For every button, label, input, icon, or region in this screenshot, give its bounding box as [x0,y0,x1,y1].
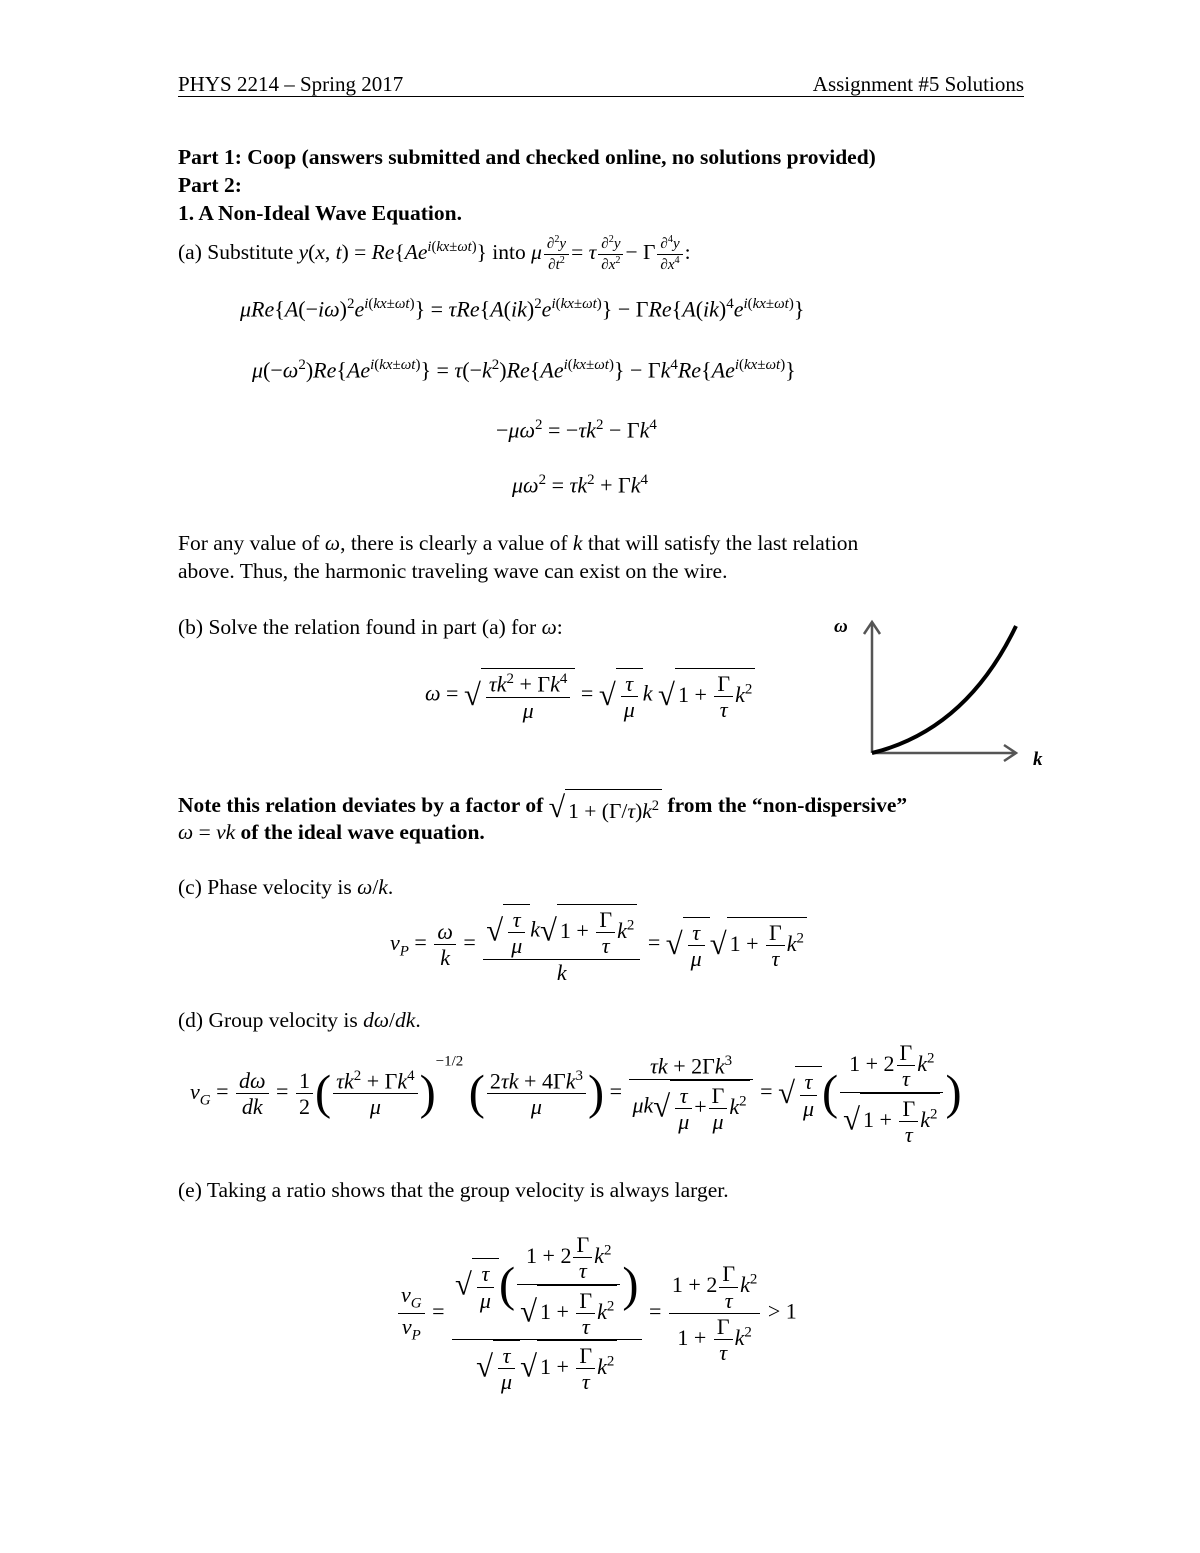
graph-x-label: k [1033,749,1043,770]
problem-title: 1. A Non-Ideal Wave Equation. [178,201,462,225]
equation-d-group-velocity: $v_G$ = $\frac{d\omega}{dk}$ = $\frac{1}{2}$ ( $\frac{\tau k^2 + \Gamma k^4}{\mu}$ )$^{-1/2}$ ( $\frac{2\tau k + 4\Gamma k^3}{\mu}$ ) = $\tau k + 2\Gamma k^3$ μk√ $\frac{\tau}{\mu}$ + $\frac{\Gamma}{\mu}$ $k^2$ = √ $\frac{\tau}{\mu}$ ( 1 + 2 $\frac{\Gamma}{\tau}$ $k^2$ √ 1 + $\frac{\Gamma}{\tau}$ $k^2$ ) [190,1040,962,1147]
graph-curve [872,626,1016,753]
equation-b-omega: ω = √ $\frac{\tau k^2 + \Gamma k^4}{\mu}$ = √ $\frac{\tau}{\mu}$ k √ 1 + $\frac{\Gamma}{\tau}$ $k^2$ [425,668,755,723]
part-a-text-line1: For any value of ω, there is clearly a value of k that will satisfy the last relation [178,531,859,555]
part-c-statement: (c) Phase velocity is ω/k. [178,875,394,899]
part-a-statement: (a) Substitute y(x, $t) = Re\{Ae^{i(kx\pm\omega t)}\}$ into μ $\frac{\partial^2y}{\partial t^2}$ = τ $\frac{\partial^2y}{\partial x^2}$ − Γ $\frac{\partial^4y}{\partial x^4}$ : [178,234,691,273]
header-rule [178,96,1024,97]
part-a-label: (a) Substitute [178,240,294,265]
equation-e-ratio: $\frac{v_G}{v_P}$ = √ $\frac{\tau}{\mu}$ ( 1 + 2 $\frac{\Gamma}{\tau}$ $k^2$ √ 1 + $\frac{\Gamma}{\tau}$ $k^2$ ) √ $\frac{\tau}{\mu}$ √ 1 + $\frac{\Gamma}{\tau}$ $k^2$ = 1 + 2 $\frac{\Gamma}{\tau}$ $k^2$ 1 + $\frac{\Gamma}{\tau}$ $k^2$ > 1 [396,1232,797,1395]
equation-c-phase-velocity: $v_P$ = $\frac{\omega}{k}$ = √ $\frac{\tau}{\mu}$ k√ 1 + $\frac{\Gamma}{\tau}$ $k^2$ k = √ $\frac{\tau}{\mu}$ √ 1 + $\frac{\Gamma}{\tau}$ $k^2$ [390,904,807,985]
equation-a4: $\mu\omega^2 = \tau k^2 + \Gamma k^4$ [512,472,648,498]
header-course: PHYS 2214 – Spring 2017 [178,72,404,96]
equation-a1: $\mu Re\{A(-i\omega)^2e^{i(kx\pm\omega t)}\} = \tau Re\{A(ik)^2e^{i(kx\pm\omega t)}\} - \Gamma Re\{A(ik)^4e^{i(kx\pm\omega t)}\}$ [240,296,805,322]
part-b-note-line1: Note this relation deviates by a factor of √ $1 + (\Gamma/\tau)k^2$ from the “non-dispersive” [178,790,908,825]
dispersion-graph [826,610,1066,780]
part-a-into: into [492,240,526,265]
part-a-text-line2: above. Thus, the harmonic traveling wave can exist on the wire. [178,559,728,583]
part-b-note-line2: ω = vk of the ideal wave equation. [178,820,485,844]
part1-heading: Part 1: Coop (answers submitted and checked online, no solutions provided) [178,145,876,169]
equation-a3: $-\mu\omega^2 = -\tau k^2 - \Gamma k^4$ [496,417,657,443]
part-d-statement: (d) Group velocity is dω/dk. [178,1008,421,1032]
part-e-statement: (e) Taking a ratio shows that the group velocity is always larger. [178,1178,729,1202]
graph-y-label: ω [834,616,848,637]
header-assignment: Assignment #5 Solutions [812,72,1024,96]
part-b-statement: (b) Solve the relation found in part (a) for ω: [178,615,563,639]
part2-heading: Part 2: [178,173,242,197]
equation-a2: $\mu(-\omega^2)Re\{Ae^{i(kx\pm\omega t)}\} = \tau(-k^2)Re\{Ae^{i(kx\pm\omega t)}\} - \Gamma k^4Re\{Ae^{i(kx\pm\omega t)}\}$ [252,357,796,383]
